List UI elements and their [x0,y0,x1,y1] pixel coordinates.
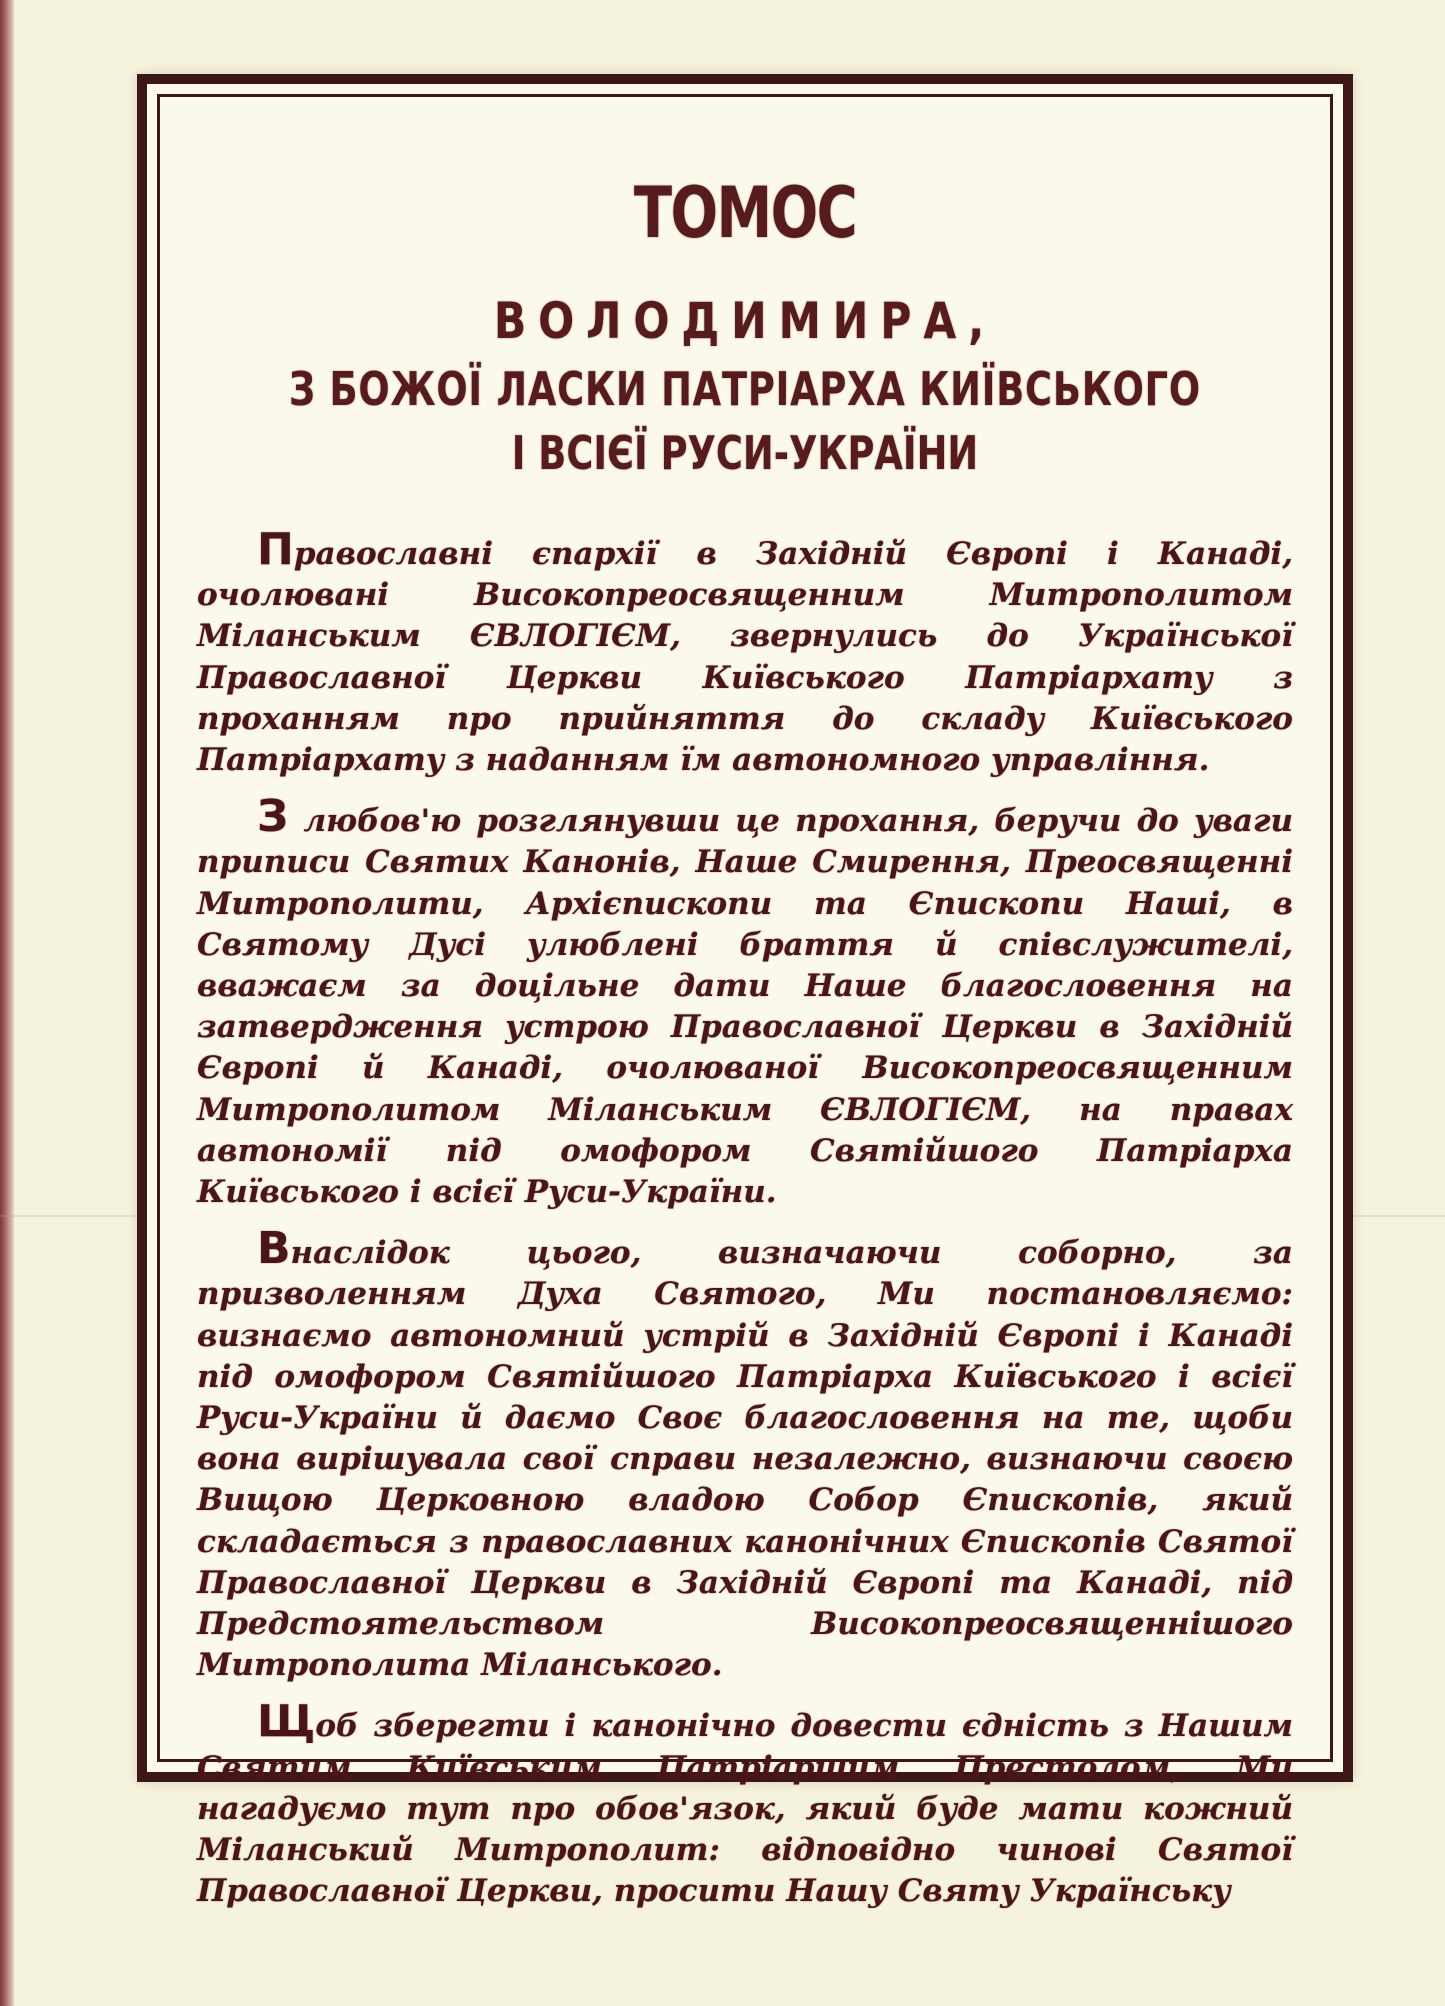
paragraph-2 [197,791,1293,1213]
paper-edge [0,0,14,2006]
paragraph-3 [197,1223,1293,1686]
paragraph-text: равославні єпархії в Західній Європі і Канаді, очолювані Високопреосвященним Митрополитом Міланським ЄВЛОГІЄМ, звернулись до Української Православної Церкви Київського Патріархату з проханням про прийняття до складу Київського Патріархату з наданням їм автономного управління. [197,536,1293,779]
document-frame [137,74,1353,1910]
paragraph-text: об зберегти і канонічно довести єдність з Нашим Святим Київським Патріаршим Престолом, Ми нагадуємо тут про обов'язок, який буде мати кожний Міланський Митрополит: відповідно чинові Святої Православної Церкви, просити Нашу Святу Українську [197,1708,1293,1910]
document-title: ТОМОС [633,172,857,254]
paragraph-1 [197,524,1293,781]
drop-initial: П [257,524,294,575]
subtitle-line-1: З БОЖОЇ ЛАСКИ ПАТРІАРХА КИЇВСЬКОГО [289,362,1201,416]
paragraph-4 [197,1696,1293,1912]
subtitle-line-2: І ВСІЄЇ РУСИ-УКРАЇНИ [511,426,979,480]
document-body [197,524,1293,1933]
paragraph-text: наслідок цього, визначаючи соборно, за призволенням Духа Святого, Ми постановляємо: визнаємо автономний устрій в Західній Європі і Канаді під омофором Святійшого Патріарха Київського і всієї Руси-України й даємо Своє благословення на те, щоби вона вирішувала свої справи незалежно, визнаючи своєю Вищою Церковною владою Собор Єпископів, який складається з православних канонічних Єпископів Святої Православної Церкви в Західній Європі та Канаді, під Предстоятельством Високопреосвященнішого Митрополита Міланського. [197,1235,1293,1684]
patriarch-name: ВОЛОДИМИРА, [493,292,997,350]
drop-initial: В [257,1223,291,1275]
paragraph-text: любов'ю розглянувши це прохання, беручи до уваги приписи Святих Канонів, Наше Смирення, Преосвященні Митрополити, Архієпископи та Єпископи Наші, в Святому Дусі улюблені браття й співслужителі, вважаєм за доцільне дати Наше благословення на затвердження устрою Православної Церкви в Західній Європі й Канаді, очолюваної Високопреосвященним Митрополитом Міланським ЄВЛОГІЄМ, на правах автономії під омофором Святійшого Патріарха Київського і всієї Руси-України. [197,803,1293,1211]
drop-initial: Щ [257,1696,316,1748]
drop-initial: З [257,791,289,843]
